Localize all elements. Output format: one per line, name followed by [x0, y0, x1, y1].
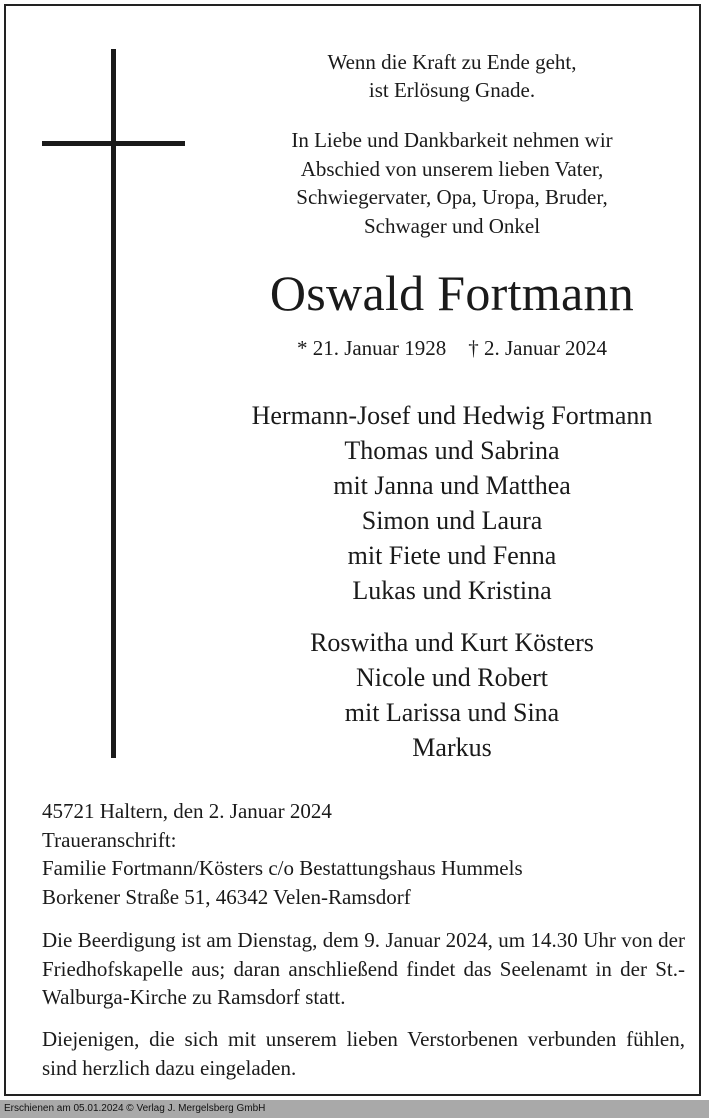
family-line: Markus: [412, 733, 492, 762]
obituary-frame: [4, 4, 701, 1096]
verse: [202, 48, 702, 104]
intro-line: Schwager und Onkel: [363, 213, 541, 238]
intro-line: In Liebe und Dankbarkeit nehmen wir: [291, 128, 613, 152]
cross-icon-horizontal-bar: [42, 141, 185, 146]
funeral-info: Die Beerdigung ist am Dienstag, dem 9. Januar 2024, um 14.30 Uhr von der Friedhofskapelle aus; daran anschließend findet das Seelenamt in der St.-Walburga-Kirche zu Ramsdorf statt.: [42, 928, 685, 1009]
family-line: mit Fiete und Fenna: [347, 541, 557, 570]
family-line: Simon und Laura: [361, 506, 543, 535]
family-line: Thomas und Sabrina: [344, 436, 560, 465]
life-dates: [202, 334, 702, 362]
family-line: mit Larissa und Sina: [344, 698, 560, 727]
family-line: Lukas und Kristina: [352, 576, 552, 605]
intro-line: Schwiegervater, Opa, Uropa, Bruder,: [296, 185, 608, 209]
address-line: 45721 Haltern, den 2. Januar 2024: [42, 799, 332, 823]
birth-date: * 21. Januar 1928: [296, 336, 447, 360]
deceased-name: Oswald Fortmann: [269, 265, 635, 321]
intro-line: Abschied von unserem lieben Vater,: [300, 156, 604, 181]
family-group-2: [202, 625, 702, 765]
address-line: Borkener Straße 51, 46342 Velen-Ramsdorf: [42, 884, 411, 909]
family-line: Hermann-Josef und Hedwig Fortmann: [251, 401, 653, 430]
address-line: Traueranschrift:: [42, 827, 177, 852]
verse-line: ist Erlösung Gnade.: [368, 78, 536, 102]
publication-footer: Erschienen am 05.01.2024 © Verlag J. Mergelsberg GmbH: [0, 1100, 709, 1118]
family-line: Roswitha und Kurt Kösters: [310, 628, 594, 657]
family-line: mit Janna und Matthea: [333, 471, 571, 500]
family-line: Nicole und Robert: [355, 663, 549, 692]
verse-line: Wenn die Kraft zu Ende geht,: [327, 50, 577, 74]
invitation-text: Diejenigen, die sich mit unserem lieben Verstorbenen verbunden fühlen, sind herzlich dazu eingeladen.: [42, 1027, 685, 1080]
address-line: Familie Fortmann/Kösters c/o Bestattungshaus Hummels: [42, 856, 523, 880]
address-block: [42, 797, 685, 911]
family-group-1: [202, 398, 702, 608]
death-date: † 2. Januar 2024: [468, 336, 608, 360]
intro-text: [202, 126, 702, 240]
cross-icon-vertical-bar: [111, 49, 116, 758]
